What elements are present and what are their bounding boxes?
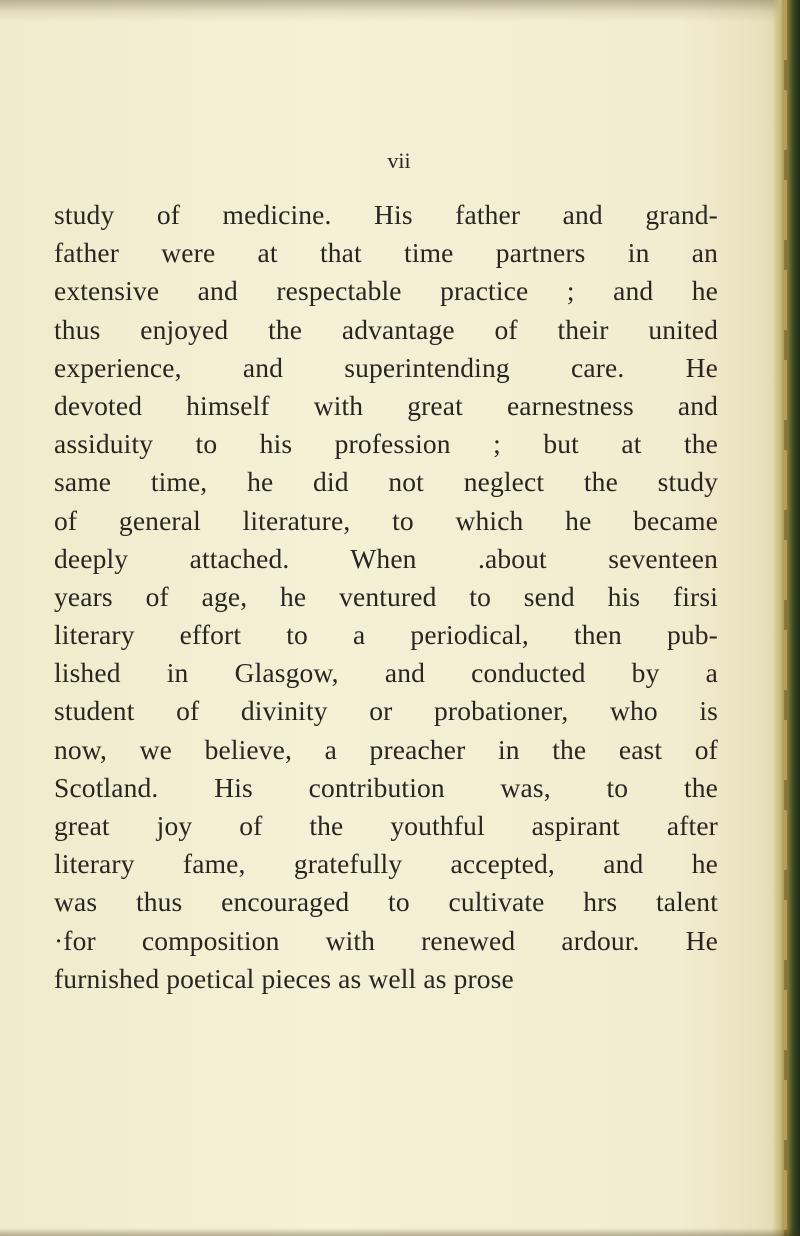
text-line: lished in Glasgow, and conducted by a — [54, 657, 718, 689]
text-line: experience, and superintending care. He — [54, 351, 718, 383]
text-line: thus enjoyed the advantage of their united — [54, 313, 718, 345]
body-text — [54, 196, 718, 998]
text-line: was thus encouraged to cultivate hrs talent — [54, 886, 718, 918]
text-line: now, we believe, a preacher in the east of — [54, 733, 718, 765]
text-line: study of medicine. His father and grand- — [54, 199, 718, 230]
page-number: vii — [387, 148, 411, 173]
text-line: literary effort to a periodical, then pub- — [54, 619, 718, 651]
text-line: furnished poetical pieces as well as prose — [54, 962, 514, 994]
text-line: years of age, he ventured to send his firsi — [54, 580, 718, 612]
text-line: same time, he did not neglect the study — [54, 466, 718, 498]
text-line: student of divinity or probationer, who is — [54, 695, 718, 727]
text-line: ·for composition with renewed ardour. He — [54, 924, 718, 956]
text-line: father were at that time partners in an — [54, 237, 718, 269]
text-line: of general literature, to which he became — [54, 504, 718, 536]
text-line: literary fame, gratefully accepted, and he — [54, 848, 718, 880]
text-line: Scotland. His contribution was, to the — [54, 771, 718, 803]
page-top-shadow — [0, 0, 800, 22]
page-bottom-shadow — [0, 1228, 800, 1236]
text-line: assiduity to his profession ; but at the — [54, 428, 718, 460]
text-line: great joy of the youthful aspirant after — [54, 810, 718, 841]
text-line: devoted himself with great earnestness and — [54, 389, 718, 421]
text-line: deeply attached. When .about seventeen — [54, 542, 718, 574]
text-line: extensive and respectable practice ; and he — [54, 275, 718, 307]
book-binding-edge — [772, 0, 800, 1236]
